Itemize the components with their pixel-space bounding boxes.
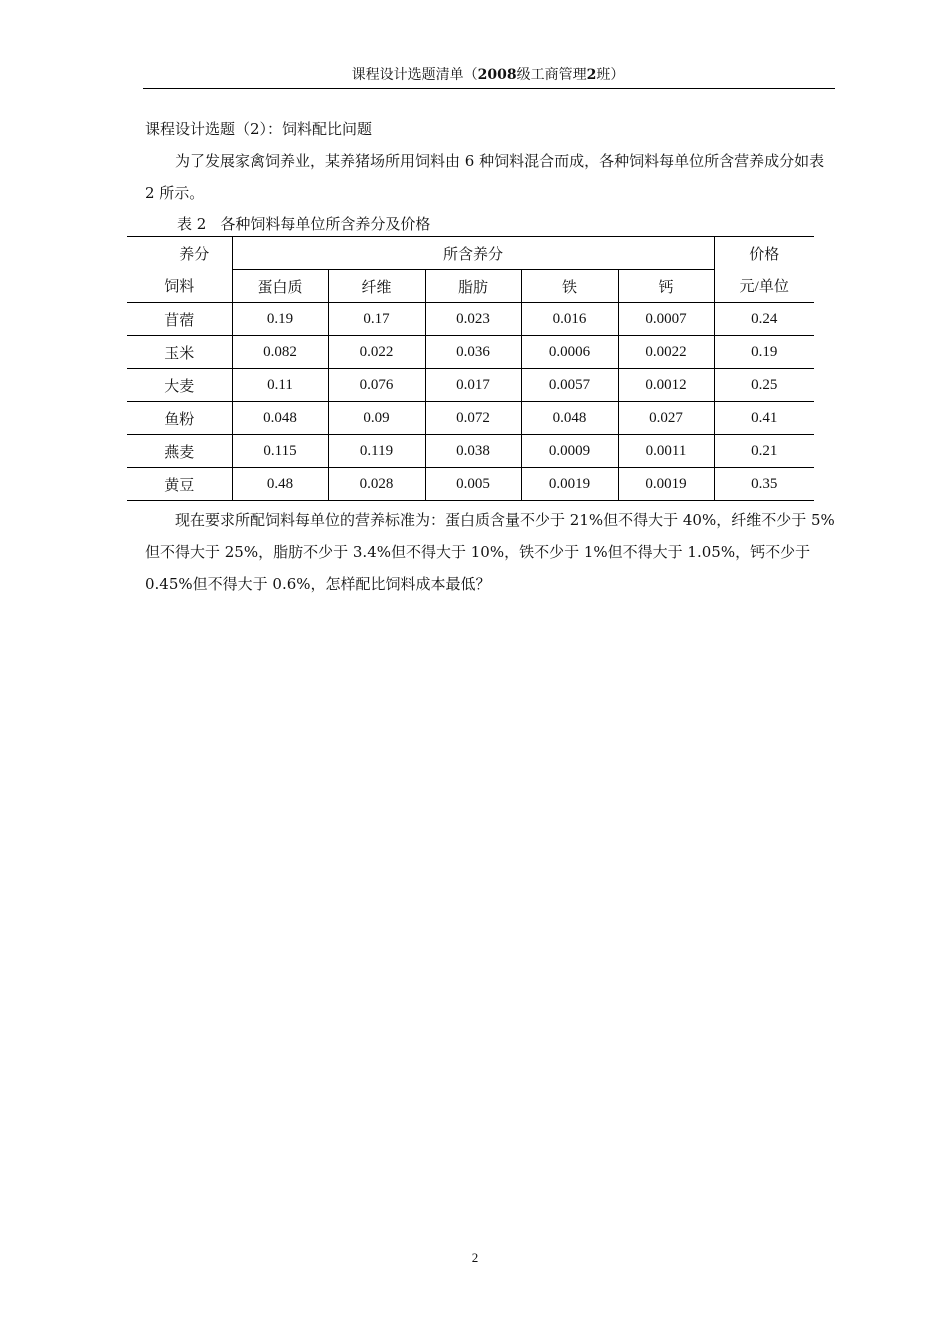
column-header: 铁 xyxy=(521,270,618,303)
nutrient-value: 0.09 xyxy=(328,402,425,435)
nutrient-value: 0.0019 xyxy=(618,468,714,501)
table-caption-number: 表 2 xyxy=(177,215,207,233)
nutrient-value: 0.11 xyxy=(232,369,328,402)
header-text-3: 班） xyxy=(596,67,625,83)
table-row xyxy=(127,369,814,402)
table-row xyxy=(127,336,814,369)
feed-name: 燕麦 xyxy=(127,435,232,468)
nutrient-value: 0.0009 xyxy=(521,435,618,468)
table-row xyxy=(127,435,814,468)
feed-name: 玉米 xyxy=(127,336,232,369)
nutrient-value: 0.048 xyxy=(232,402,328,435)
header-rule xyxy=(143,88,835,89)
table-caption xyxy=(177,210,430,238)
nutrient-value: 0.048 xyxy=(521,402,618,435)
group-header-nutrients: 所含养分 xyxy=(232,237,714,270)
nutrient-value: 0.038 xyxy=(425,435,521,468)
intro-paragraph: 为了发展家禽饲养业，某养猪场所用饲料由 6 种饲料混合而成，各种饲料每单位所含营养成分如表 2 所示。 xyxy=(145,152,825,202)
header-class-number: 2 xyxy=(586,67,597,83)
nutrient-value: 0.072 xyxy=(425,402,521,435)
corner-header-nutrient: 养分 xyxy=(127,237,232,270)
feed-name: 苜蓿 xyxy=(127,303,232,336)
nutrient-value: 0.115 xyxy=(232,435,328,468)
nutrient-value: 0.0019 xyxy=(521,468,618,501)
nutrient-value: 0.005 xyxy=(425,468,521,501)
price-value: 0.19 xyxy=(714,336,814,369)
price-value: 0.21 xyxy=(714,435,814,468)
nutrient-value: 0.016 xyxy=(521,303,618,336)
column-header: 钙 xyxy=(618,270,714,303)
nutrient-value: 0.0012 xyxy=(618,369,714,402)
page-number: 2 xyxy=(471,1250,479,1265)
header-text-2: 级工商管理 xyxy=(516,67,587,83)
nutrient-value: 0.076 xyxy=(328,369,425,402)
feed-name: 鱼粉 xyxy=(127,402,232,435)
nutrient-value: 0.082 xyxy=(232,336,328,369)
nutrient-value: 0.023 xyxy=(425,303,521,336)
nutrient-value: 0.0057 xyxy=(521,369,618,402)
nutrient-value: 0.17 xyxy=(328,303,425,336)
requirement-paragraph: 现在要求所配饲料每单位的营养标准为：蛋白质含量不少于 21%但不得大于 40%，纤维不少于 5%但不得大于 25%，脂肪不少于 3.4%但不得大于 10%，铁不少于 1%但不得大于 1.05%，钙不少于 0.45%但不得大于 0.6%，怎样配比饲料成本最低？ xyxy=(145,511,835,593)
table-row xyxy=(127,303,814,336)
column-header: 蛋白质 xyxy=(232,270,328,303)
nutrient-value: 0.0011 xyxy=(618,435,714,468)
header-year: 2008 xyxy=(477,67,517,83)
nutrient-value: 0.119 xyxy=(328,435,425,468)
nutrient-value: 0.0022 xyxy=(618,336,714,369)
running-header xyxy=(143,66,833,84)
price-header: 价格 xyxy=(714,237,814,270)
table-row xyxy=(127,402,814,435)
nutrient-value: 0.0006 xyxy=(521,336,618,369)
feed-name: 黄豆 xyxy=(127,468,232,501)
price-value: 0.41 xyxy=(714,402,814,435)
nutrient-value: 0.022 xyxy=(328,336,425,369)
nutrient-value: 0.48 xyxy=(232,468,328,501)
nutrient-value: 0.036 xyxy=(425,336,521,369)
header-text-1: 课程设计选题清单（ xyxy=(351,67,478,83)
nutrient-value: 0.0007 xyxy=(618,303,714,336)
nutrient-value: 0.19 xyxy=(232,303,328,336)
price-unit-header: 元/单位 xyxy=(714,270,814,303)
feed-name: 大麦 xyxy=(127,369,232,402)
price-value: 0.24 xyxy=(714,303,814,336)
feed-nutrient-table xyxy=(127,236,814,501)
nutrient-value: 0.017 xyxy=(425,369,521,402)
table-caption-text: 各种饲料每单位所含养分及价格 xyxy=(220,215,431,233)
table-row xyxy=(127,468,814,501)
nutrient-value: 0.028 xyxy=(328,468,425,501)
column-header: 纤维 xyxy=(328,270,425,303)
price-value: 0.35 xyxy=(714,468,814,501)
section-title: 课程设计选题（2）：饲料配比问题 xyxy=(145,120,373,138)
column-header: 脂肪 xyxy=(425,270,521,303)
price-value: 0.25 xyxy=(714,369,814,402)
nutrient-value: 0.027 xyxy=(618,402,714,435)
corner-header-feed: 饲料 xyxy=(127,270,232,303)
